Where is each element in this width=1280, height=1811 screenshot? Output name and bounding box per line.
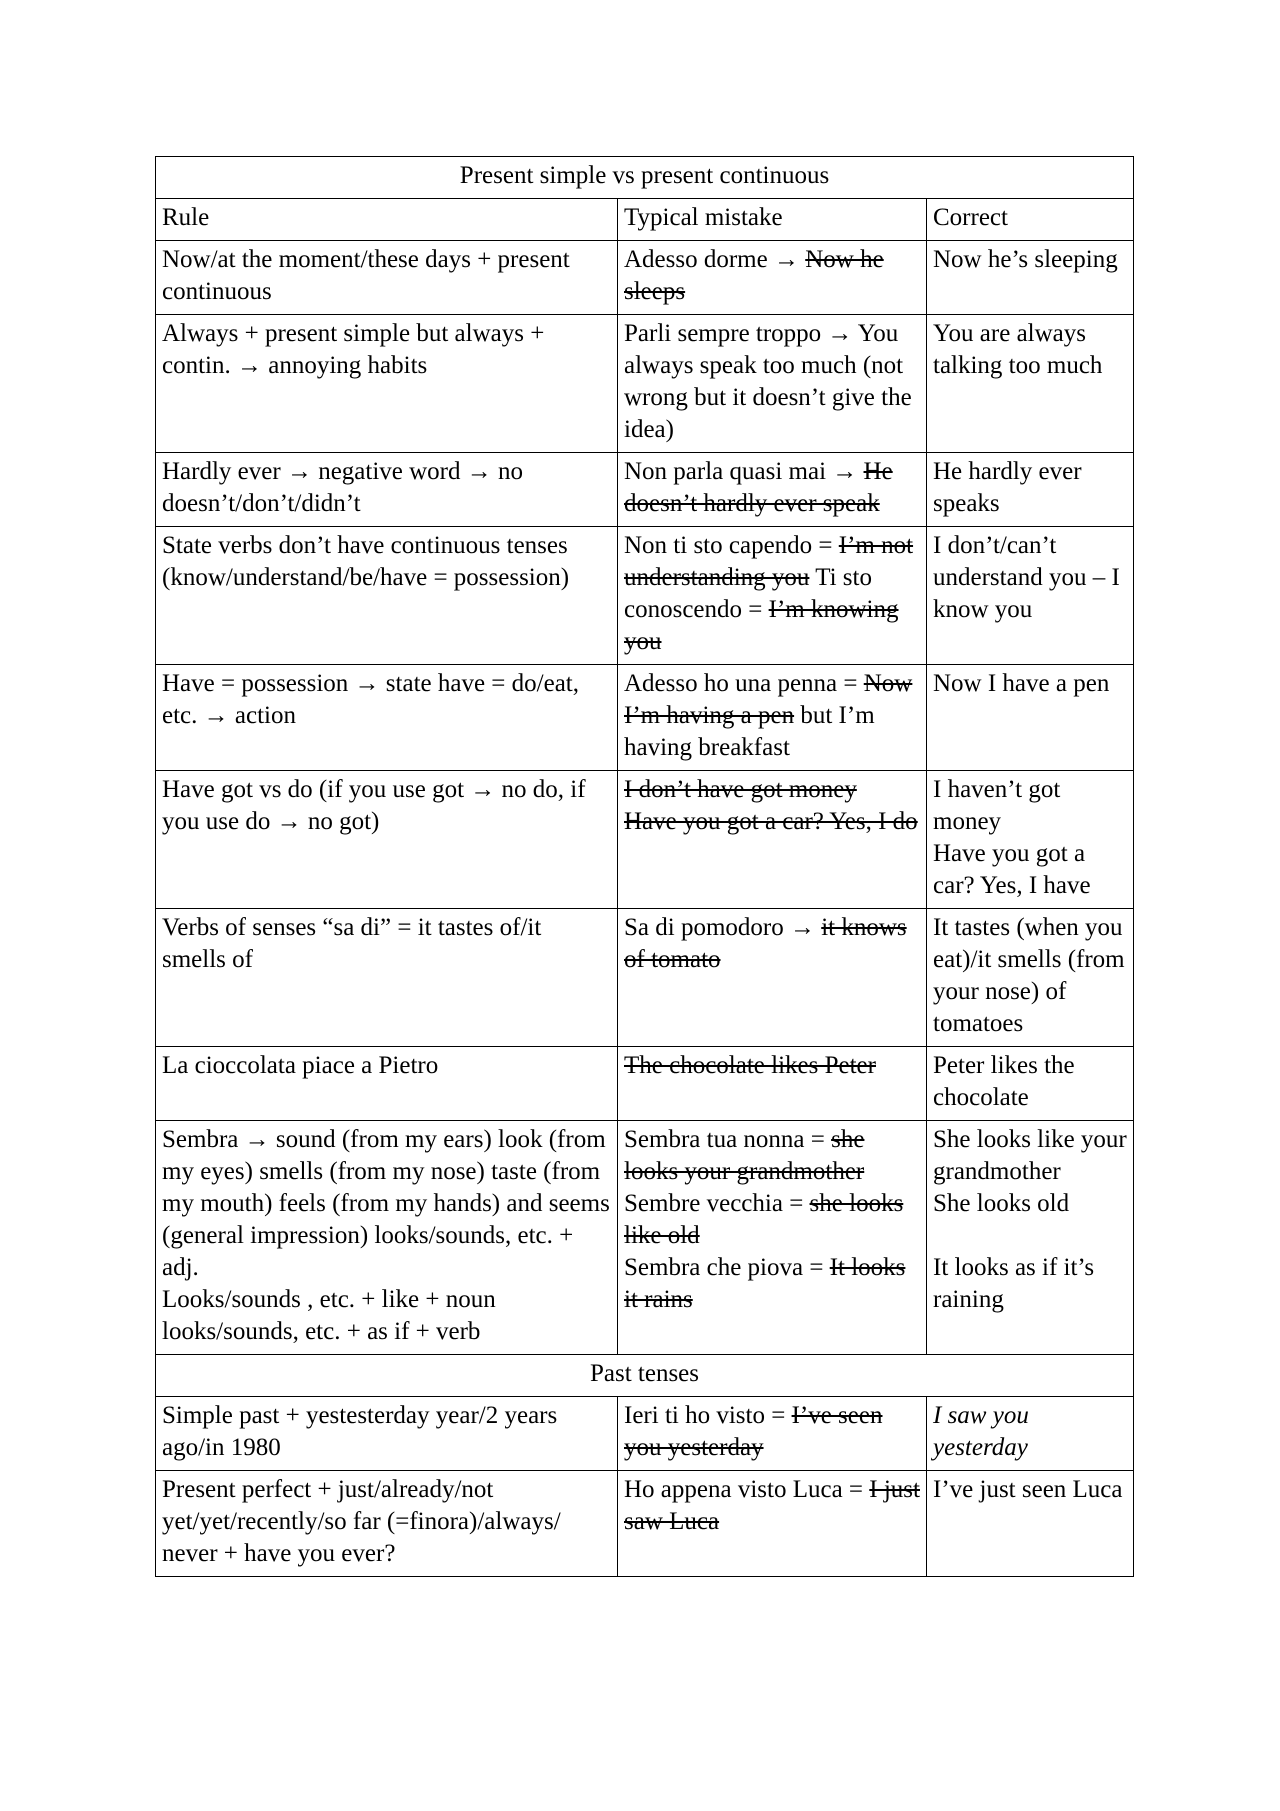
mistake-cell bbox=[618, 1121, 927, 1355]
correct-text: It tastes (when you eat)/it smells (from your nose) of tomatoes bbox=[933, 914, 1125, 1037]
correct-cell bbox=[927, 771, 1134, 909]
wrong-example: it knows of tomato bbox=[624, 914, 907, 973]
wrong-example: I’m knowing you bbox=[624, 596, 899, 655]
wrong-example: I don’t have got money bbox=[624, 776, 857, 803]
mistake-text: Ieri ti ho visto = bbox=[624, 1402, 792, 1429]
mistake-line bbox=[624, 1124, 920, 1188]
mistake-cell bbox=[618, 771, 927, 909]
table-row bbox=[156, 665, 1134, 771]
rule-text: Simple past + yestesterday year/2 years ago/in 1980 bbox=[162, 1402, 558, 1461]
correct-cell bbox=[927, 453, 1134, 527]
mistake-text: Non ti sto capendo = bbox=[624, 532, 839, 559]
rule-cell bbox=[156, 453, 618, 527]
correct-text: I’ve just seen Luca bbox=[933, 1476, 1123, 1503]
mistake-text: Ho appena visto Luca = bbox=[624, 1476, 870, 1503]
correct-text: Have you got a car? Yes, I have bbox=[933, 840, 1091, 899]
correct-text: Peter likes the chocolate bbox=[933, 1052, 1075, 1111]
correct-text: She looks like your grandmother bbox=[933, 1126, 1127, 1185]
rule-cell bbox=[156, 527, 618, 665]
mistake-line bbox=[624, 1050, 920, 1082]
mistake-cell bbox=[618, 1471, 927, 1577]
rule-text: Hardly ever → negative word → no doesn’t/don’t/didn’t bbox=[162, 458, 523, 517]
wrong-example: Have you got a car? Yes, I do bbox=[624, 808, 918, 835]
rule-text: State verbs don’t have continuous tenses (know/understand/be/have = possession) bbox=[162, 532, 570, 591]
header-rule: Rule bbox=[156, 199, 618, 241]
correct-text: She looks old bbox=[933, 1190, 1070, 1217]
correct-cell bbox=[927, 527, 1134, 665]
wrong-example: I’ve seen you yesterday bbox=[624, 1402, 883, 1461]
mistake-line bbox=[624, 774, 920, 806]
rule-text: Present perfect + just/already/not yet/yet/recently/so far (=finora)/always/ never + have you ever? bbox=[162, 1476, 561, 1567]
table-row bbox=[156, 771, 1134, 909]
table-row bbox=[156, 1047, 1134, 1121]
mistake-text: Sembra che piova = bbox=[624, 1254, 830, 1281]
mistake-line bbox=[624, 244, 920, 308]
table-row bbox=[156, 1121, 1134, 1355]
rule-cell bbox=[156, 909, 618, 1047]
header-row bbox=[156, 199, 1134, 241]
correct-cell bbox=[927, 315, 1134, 453]
section-title: Present simple vs present continuous bbox=[156, 157, 1134, 199]
table-row bbox=[156, 453, 1134, 527]
rule-text: Have = possession → state have = do/eat, etc. → action bbox=[162, 670, 579, 729]
section-title-row bbox=[156, 157, 1134, 199]
rule-cell bbox=[156, 1121, 618, 1355]
correct-cell bbox=[927, 1397, 1134, 1471]
mistake-text: Parli sempre troppo → You always speak too much (not wrong but it doesn’t give the idea) bbox=[624, 320, 912, 443]
rule-text: Always + present simple but always + contin. → annoying habits bbox=[162, 320, 545, 379]
wrong-example: Now I’m having a pen bbox=[624, 670, 913, 729]
mistake-text: Adesso ho una penna = bbox=[624, 670, 864, 697]
mistake-text: Ti sto conoscendo = bbox=[624, 564, 872, 623]
mistake-text: but I’m having breakfast bbox=[624, 702, 875, 761]
correct-cell bbox=[927, 665, 1134, 771]
table-row bbox=[156, 1471, 1134, 1577]
rule-text: La cioccolata piace a Pietro bbox=[162, 1052, 439, 1079]
rule-cell bbox=[156, 665, 618, 771]
correct-text: I haven’t got money bbox=[933, 776, 1061, 835]
grammar-table bbox=[155, 156, 1134, 1577]
mistake-line bbox=[624, 668, 920, 764]
table-row bbox=[156, 909, 1134, 1047]
grammar-table-body bbox=[156, 157, 1134, 1577]
table-row bbox=[156, 241, 1134, 315]
wrong-example: I just saw Luca bbox=[624, 1476, 920, 1535]
mistake-line bbox=[624, 318, 920, 446]
rule-cell bbox=[156, 315, 618, 453]
rule-text: Now/at the moment/these days + present continuous bbox=[162, 246, 570, 305]
correct-cell bbox=[927, 909, 1134, 1047]
rule-text: Verbs of senses “sa di” = it tastes of/it smells of bbox=[162, 914, 542, 973]
header-mistake: Typical mistake bbox=[618, 199, 927, 241]
correct-cell bbox=[927, 1121, 1134, 1355]
mistake-text: Sembra tua nonna = bbox=[624, 1126, 832, 1153]
correct-cell bbox=[927, 241, 1134, 315]
wrong-example: I’m not understanding you bbox=[624, 532, 914, 591]
table-row bbox=[156, 315, 1134, 453]
mistake-line bbox=[624, 1474, 920, 1538]
correct-text: He hardly ever speaks bbox=[933, 458, 1082, 517]
rule-text: Have got vs do (if you use got → no do, if you use do → no got) bbox=[162, 776, 586, 835]
mistake-cell bbox=[618, 241, 927, 315]
correct-text: I saw you yesterday bbox=[933, 1402, 1029, 1461]
mistake-line bbox=[624, 1188, 920, 1252]
wrong-example: It looks it rains bbox=[624, 1254, 906, 1313]
mistake-line bbox=[624, 912, 920, 976]
rule-cell bbox=[156, 1397, 618, 1471]
rule-text: looks/sounds, etc. + as if + verb bbox=[162, 1318, 481, 1345]
mistake-cell bbox=[618, 315, 927, 453]
mistake-cell bbox=[618, 1397, 927, 1471]
header-correct: Correct bbox=[927, 199, 1134, 241]
mistake-line bbox=[624, 1400, 920, 1464]
mistake-cell bbox=[618, 665, 927, 771]
wrong-example: she looks your grandmother bbox=[624, 1126, 865, 1185]
correct-text: I don’t/can’t understand you – I know you bbox=[933, 532, 1120, 623]
wrong-example: The chocolate likes Peter bbox=[624, 1052, 876, 1079]
rule-text: Sembra → sound (from my ears) look (from my eyes) smells (from my nose) taste (from my mouth) feels (from my hands) and seems (general impression) looks/sounds, etc. + adj. bbox=[162, 1126, 610, 1281]
rule-cell bbox=[156, 771, 618, 909]
wrong-example: He doesn’t hardly ever speak bbox=[624, 458, 893, 517]
rule-text: Looks/sounds , etc. + like + noun bbox=[162, 1286, 496, 1313]
mistake-cell bbox=[618, 1047, 927, 1121]
correct-cell bbox=[927, 1047, 1134, 1121]
rule-cell bbox=[156, 241, 618, 315]
correct-cell bbox=[927, 1471, 1134, 1577]
table-row bbox=[156, 527, 1134, 665]
mistake-cell bbox=[618, 909, 927, 1047]
rule-cell bbox=[156, 1047, 618, 1121]
correct-text: You are always talking too much bbox=[933, 320, 1103, 379]
section-title-row bbox=[156, 1355, 1134, 1397]
correct-text: Now he’s sleeping bbox=[933, 246, 1118, 273]
mistake-cell bbox=[618, 453, 927, 527]
wrong-example: she looks like old bbox=[624, 1190, 904, 1249]
mistake-line bbox=[624, 806, 920, 838]
line-gap bbox=[933, 1220, 1127, 1252]
mistake-line bbox=[624, 456, 920, 520]
table-row bbox=[156, 1397, 1134, 1471]
mistake-text: Non parla quasi mai → bbox=[624, 458, 864, 485]
rule-cell bbox=[156, 1471, 618, 1577]
mistake-line bbox=[624, 530, 920, 658]
mistake-line bbox=[624, 1252, 920, 1316]
wrong-example: Now he sleeps bbox=[624, 246, 884, 305]
correct-text: It looks as if it’s raining bbox=[933, 1254, 1095, 1313]
mistake-cell bbox=[618, 527, 927, 665]
correct-text: Now I have a pen bbox=[933, 670, 1110, 697]
section-title: Past tenses bbox=[156, 1355, 1134, 1397]
mistake-text: Adesso dorme → bbox=[624, 246, 806, 273]
mistake-text: Sa di pomodoro → bbox=[624, 914, 822, 941]
mistake-text: Sembre vecchia = bbox=[624, 1190, 810, 1217]
